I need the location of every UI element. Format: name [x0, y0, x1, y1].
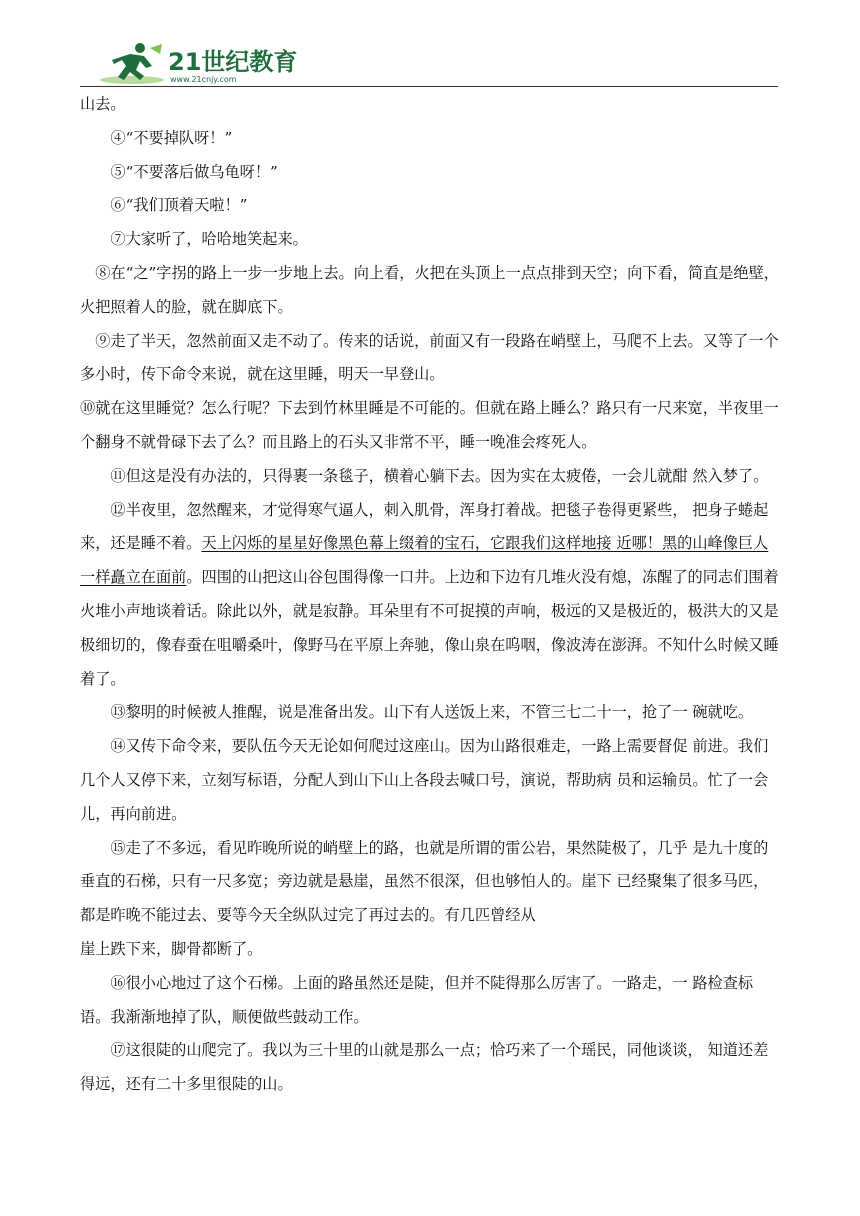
paragraph-12: [80, 494, 780, 697]
paragraph-17: ⑰这很陡的山爬完了。我以为三十里的山就是那么一点；恰巧来了一个瑶民，同他谈谈， 知道还差得远，还有二十多里很陡的山。: [80, 1041, 769, 1094]
paragraph-9: ⑨走了半天，忽然前面又走不动了。传来的话说，前面又有一段路在峭壁上，马爬不上去。又等了一个多小时，传下命令来说，就在这里睡，明天一早登山。: [80, 331, 779, 384]
underlined-sentence: 天上闪烁的星星好像黑色幕上缀着的宝石，它跟我们这样地接 近哪！黑的山峰像巨人一样矗立在面前: [80, 534, 769, 587]
paragraph-15: ⑮走了不多远，看见昨晚所说的峭壁上的路，也就是所谓的雷公岩，果然陡极了，几乎 是九十度的垂直的石梯，只有一尺多宽；旁边就是悬崖，虽然不很深，但也够怕人的。崖下 已经聚集了很多马匹，都是昨晚不能过去、要等今天全纵队过完了再过去的。有几匹曾经从: [80, 838, 769, 925]
paragraph-4: ④“不要掉队呀！”: [110, 128, 233, 147]
paragraph-14: ⑭又传下命令来，要队伍今天无论如何爬过这座山。因为山路很难走，一路上需要督促 前进。我们几个人又停下来，立刻写标语，分配人到山下山上各段去喊口号，演说，帮助病 员和运输员。忙了一会儿，再向前进。: [80, 737, 769, 823]
paragraph-16: ⑯很小心地过了这个石梯。上面的路虽然还是陡，但并不陡得那么厉害了。一路走，一 路检查标语。我渐渐地掉了队，顺便做些鼓动工作。: [80, 973, 754, 1026]
paragraph-13: ⑬黎明的时候被人推醒，说是准备出发。山下有人送饭上来，不管三七二十一，抢了一 碗就吃。: [110, 703, 754, 722]
paragraph-7: ⑦大家听了，哈哈地笑起来。: [110, 230, 308, 249]
paragraph-10: ⑩就在这里睡觉？怎么行呢？下去到竹林里睡是不可能的。但就在路上睡么？路只有一尺来宽，半夜里一个翻身不就骨碌下去了么？而且路上的石头又非常不平，睡一晚准会疼死人。: [80, 399, 779, 451]
page-header: [80, 38, 780, 88]
paragraph-15-continuation: 崖上跌下来，脚骨都断了。: [80, 939, 263, 958]
paragraph-12-rest: 。四围的山把这山谷包围得像一口井。上边和下边有几堆火没有熄，冻醒了的同志们围着火堆小声地谈着话。除此以外，就是寂静。耳朵里有不可捉摸的声响，极远的又是极近的，极洪大的又是极细切的，像春蚕在咀嚼桑叶，像野马在平原上奔驰，像山泉在呜咽，像波涛在澎湃。不知什么时候又睡着了。: [80, 568, 779, 688]
running-man-icon: [100, 43, 164, 84]
paragraph-5: ⑤“不要落后做乌龟呀！”: [110, 162, 278, 181]
logo-url: www.21cnjy.com: [170, 75, 237, 84]
article-body: [80, 88, 780, 1102]
paragraph-11: ⑪但这是没有办法的，只得裹一条毯子，横着心躺下去。因为实在太疲倦，一会儿就酣 然入梦了。: [110, 466, 769, 485]
paragraph-8: ⑧在“之”字拐的路上一步一步地上去。向上看，火把在头顶上一点点排到天空；向下看，简直是绝壁，火把照着人的脸，就在脚底下。: [80, 263, 779, 316]
header-divider: [80, 86, 778, 87]
paragraph-continuation: 山去。: [80, 95, 126, 113]
logo: [100, 40, 300, 86]
paragraph-12-text: ⑫半夜里，忽然醒来，才觉得寒气逼人，刺入肌骨，浑身打着战。把毯子卷得更紧些， 把身子蜷起来，还是睡不着。: [80, 500, 769, 553]
paragraph-6: ⑥“我们顶着天啦！”: [110, 196, 248, 215]
logo-title: 21世纪教育: [168, 48, 298, 76]
